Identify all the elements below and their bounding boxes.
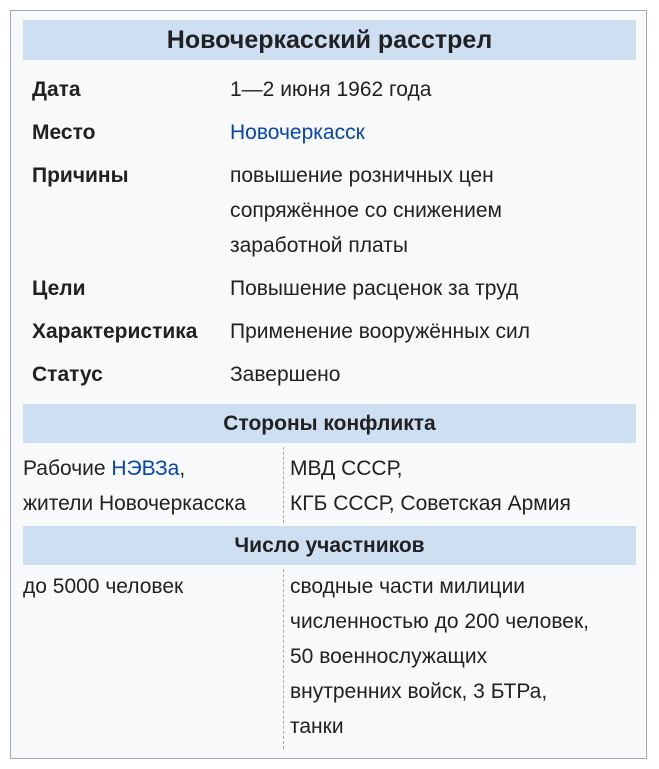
causes-line: сопряжённое со снижением [230,199,502,222]
sides-right [290,451,640,521]
sides-divider [283,447,284,523]
participants-divider [283,569,284,749]
participants-left-value: до 5000 человек [23,575,184,598]
participants-right-line: внутренних войск, 3 БТРа, [290,680,548,703]
participants-right-line: 50 военнослужащих [290,645,488,668]
sides-left-suffix: , [179,457,186,480]
row-date-label: Дата [32,78,81,101]
infobox-title: Новочеркасский расстрел [23,20,636,60]
row-goals-label: Цели [32,277,86,300]
sides-right-line1: МВД СССР, [290,457,403,480]
place-link[interactable]: Новочеркасск [230,121,365,144]
sides-right-line2: КГБ СССР, Советская Армия [290,492,571,515]
row-characteristic-value: Применение вооружённых сил [230,320,531,343]
sides-left-line2: жители Новочеркасска [23,492,246,515]
nevz-link[interactable]: НЭВЗа [111,457,180,480]
row-goals-value: Повышение расценок за труд [230,277,519,300]
sides-left-prefix: Рабочие [23,457,112,480]
participants-right-line: сводные части милиции [290,575,526,598]
participants-right-line: танки [290,715,344,738]
sides-left [23,451,281,521]
sides-header: Стороны конфликта [23,404,636,443]
participants-left [23,569,281,604]
row-causes-value [230,158,640,263]
row-date-value: 1—2 июня 1962 года [230,78,432,101]
participants-header: Число участников [23,526,636,565]
row-characteristic-label: Характеристика [32,320,198,343]
causes-line: повышение розничных цен [230,164,494,187]
row-status-label: Статус [32,363,103,386]
row-status-value: Завершено [230,363,341,386]
row-causes-label: Причины [32,164,129,187]
infobox [10,10,647,759]
participants-right [290,569,640,744]
row-place-label: Место [32,121,96,144]
participants-right-line: численностью до 200 человек, [290,610,589,633]
causes-line: заработной платы [230,234,408,257]
